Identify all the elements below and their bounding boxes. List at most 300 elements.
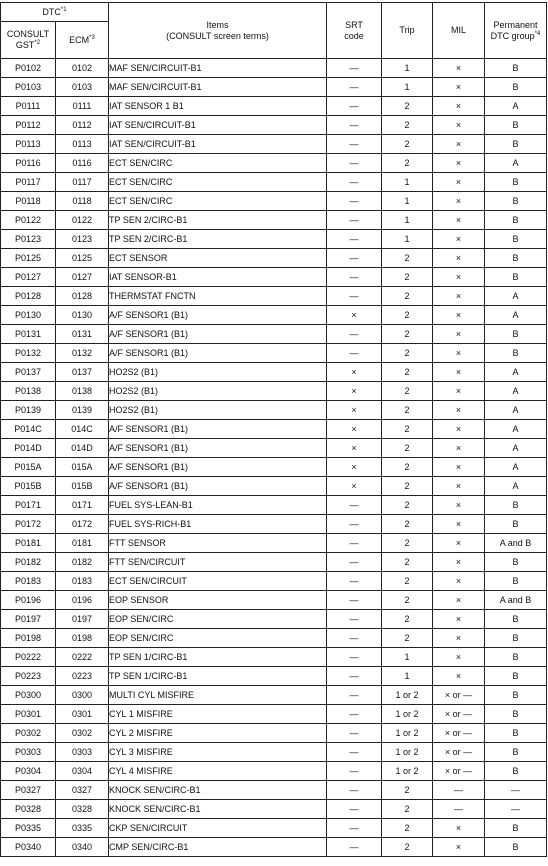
consult-code-cell: P0122 <box>1 211 56 230</box>
srt-cell: — <box>327 762 382 781</box>
ecm-code-cell: 0102 <box>56 59 109 78</box>
trip-cell: 2 <box>382 458 433 477</box>
group-cell: A <box>485 154 547 173</box>
consult-gst-header: CONSULT GST$^{*2}$ <box>1 22 56 59</box>
mil-cell: × <box>433 59 485 78</box>
srt-cell: — <box>327 59 382 78</box>
srt-cell: — <box>327 268 382 287</box>
consult-code-cell: P0139 <box>1 401 56 420</box>
trip-cell: 1 <box>382 78 433 97</box>
item-cell: EOP SEN/CIRC <box>109 629 327 648</box>
ecm-code-cell: 015A <box>56 458 109 477</box>
consult-code-cell: P0171 <box>1 496 56 515</box>
group-cell: A <box>485 439 547 458</box>
consult-code-cell: P0335 <box>1 819 56 838</box>
trip-cell: 2 <box>382 477 433 496</box>
srt-cell: — <box>327 800 382 819</box>
table-row <box>1 629 547 648</box>
consult-code-cell: P014C <box>1 420 56 439</box>
ecm-code-cell: 0103 <box>56 78 109 97</box>
ecm-code-cell: 0139 <box>56 401 109 420</box>
srt-cell: — <box>327 249 382 268</box>
item-cell: ECT SEN/CIRC <box>109 154 327 173</box>
ecm-code-cell: 0132 <box>56 344 109 363</box>
ecm-code-cell: 0118 <box>56 192 109 211</box>
item-cell: TP SEN 2/CIRC-B1 <box>109 211 327 230</box>
group-cell: B <box>485 762 547 781</box>
trip-cell: 2 <box>382 154 433 173</box>
mil-cell: — <box>433 800 485 819</box>
group-cell: B <box>485 192 547 211</box>
item-cell: ECT SEN/CIRCUIT <box>109 572 327 591</box>
group-cell: B <box>485 211 547 230</box>
item-cell: MAF SEN/CIRCUIT-B1 <box>109 59 327 78</box>
dtc-table <box>0 2 547 857</box>
srt-cell: — <box>327 610 382 629</box>
srt-cell: — <box>327 686 382 705</box>
consult-code-cell: P0130 <box>1 306 56 325</box>
ecm-code-cell: 0125 <box>56 249 109 268</box>
table-row <box>1 496 547 515</box>
srt-cell: — <box>327 173 382 192</box>
ecm-code-cell: 0223 <box>56 667 109 686</box>
group-cell: B <box>485 135 547 154</box>
trip-cell: 1 or 2 <box>382 762 433 781</box>
mil-cell: × <box>433 306 485 325</box>
group-cell: A and B <box>485 591 547 610</box>
group-cell: B <box>485 648 547 667</box>
ecm-code-cell: 0123 <box>56 230 109 249</box>
consult-code-cell: P0103 <box>1 78 56 97</box>
consult-code-cell: P0340 <box>1 838 56 857</box>
srt-cell: — <box>327 743 382 762</box>
ecm-code-cell: 0122 <box>56 211 109 230</box>
item-cell: IAT SENSOR-B1 <box>109 268 327 287</box>
trip-cell: 2 <box>382 287 433 306</box>
consult-code-cell: P0222 <box>1 648 56 667</box>
table-row <box>1 59 547 78</box>
group-cell: B <box>485 572 547 591</box>
item-cell: CYL 4 MISFIRE <box>109 762 327 781</box>
trip-cell: 2 <box>382 382 433 401</box>
srt-cell: — <box>327 230 382 249</box>
table-row <box>1 648 547 667</box>
mil-header: MIL <box>433 3 485 59</box>
trip-cell: 1 <box>382 648 433 667</box>
consult-code-cell: P015A <box>1 458 56 477</box>
srt-cell: — <box>327 572 382 591</box>
consult-code-cell: P0116 <box>1 154 56 173</box>
table-row <box>1 211 547 230</box>
srt-cell: × <box>327 439 382 458</box>
group-cell: B <box>485 249 547 268</box>
table-row <box>1 382 547 401</box>
item-cell: FTT SEN/CIRCUIT <box>109 553 327 572</box>
srt-cell: × <box>327 306 382 325</box>
ecm-code-cell: 0327 <box>56 781 109 800</box>
permanent-group-header: Permanent DTC group$^{*4}$ <box>485 3 547 59</box>
table-row <box>1 344 547 363</box>
ecm-code-cell: 0182 <box>56 553 109 572</box>
mil-cell: × <box>433 382 485 401</box>
trip-cell: 2 <box>382 800 433 819</box>
table-row <box>1 420 547 439</box>
group-cell: A <box>485 97 547 116</box>
table-header <box>1 3 547 59</box>
trip-cell: 2 <box>382 496 433 515</box>
mil-cell: × <box>433 458 485 477</box>
mil-cell: × <box>433 534 485 553</box>
item-cell: CKP SEN/CIRCUIT <box>109 819 327 838</box>
ecm-code-cell: 0111 <box>56 97 109 116</box>
table-row <box>1 325 547 344</box>
trip-cell: 2 <box>382 135 433 154</box>
mil-cell: × <box>433 420 485 439</box>
table-row <box>1 705 547 724</box>
mil-cell: × <box>433 610 485 629</box>
trip-cell: 2 <box>382 629 433 648</box>
table-row <box>1 268 547 287</box>
mil-cell: × or — <box>433 686 485 705</box>
item-cell: HO2S2 (B1) <box>109 382 327 401</box>
mil-cell: × <box>433 325 485 344</box>
ecm-code-cell: 0335 <box>56 819 109 838</box>
srt-cell: — <box>327 287 382 306</box>
mil-cell: × <box>433 515 485 534</box>
consult-code-cell: P0102 <box>1 59 56 78</box>
consult-code-cell: P0127 <box>1 268 56 287</box>
mil-cell: × <box>433 363 485 382</box>
group-cell: B <box>485 496 547 515</box>
item-cell: THERMSTAT FNCTN <box>109 287 327 306</box>
trip-cell: 2 <box>382 420 433 439</box>
mil-cell: × <box>433 496 485 515</box>
table-row <box>1 781 547 800</box>
item-cell: IAT SENSOR 1 B1 <box>109 97 327 116</box>
item-cell: A/F SENSOR1 (B1) <box>109 306 327 325</box>
item-cell: FUEL SYS-RICH-B1 <box>109 515 327 534</box>
group-cell: B <box>485 230 547 249</box>
ecm-code-cell: 0128 <box>56 287 109 306</box>
mil-cell: × <box>433 648 485 667</box>
trip-cell: 1 <box>382 59 433 78</box>
mil-cell: × or — <box>433 705 485 724</box>
srt-cell: × <box>327 477 382 496</box>
group-cell: B <box>485 515 547 534</box>
mil-cell: × <box>433 344 485 363</box>
srt-cell: — <box>327 116 382 135</box>
ecm-code-cell: 014C <box>56 420 109 439</box>
trip-cell: 2 <box>382 781 433 800</box>
ecm-code-cell: 0304 <box>56 762 109 781</box>
item-cell: TP SEN 1/CIRC-B1 <box>109 667 327 686</box>
ecm-code-cell: 0303 <box>56 743 109 762</box>
mil-cell: × <box>433 192 485 211</box>
mil-cell: × or — <box>433 743 485 762</box>
table-row <box>1 287 547 306</box>
srt-cell: — <box>327 192 382 211</box>
consult-code-cell: P0197 <box>1 610 56 629</box>
item-cell: MAF SEN/CIRCUIT-B1 <box>109 78 327 97</box>
consult-code-cell: P0111 <box>1 97 56 116</box>
trip-cell: 1 <box>382 667 433 686</box>
ecm-code-cell: 0181 <box>56 534 109 553</box>
table-row <box>1 534 547 553</box>
table-row <box>1 363 547 382</box>
group-cell: A <box>485 401 547 420</box>
srt-cell: — <box>327 515 382 534</box>
item-cell: A/F SENSOR1 (B1) <box>109 439 327 458</box>
item-cell: MULTI CYL MISFIRE <box>109 686 327 705</box>
mil-cell: × <box>433 572 485 591</box>
srt-cell: × <box>327 363 382 382</box>
table-row <box>1 724 547 743</box>
item-cell: KNOCK SEN/CIRC-B1 <box>109 800 327 819</box>
mil-cell: × <box>433 553 485 572</box>
group-cell: B <box>485 686 547 705</box>
group-cell: B <box>485 819 547 838</box>
ecm-code-cell: 0131 <box>56 325 109 344</box>
ecm-code-cell: 0183 <box>56 572 109 591</box>
trip-cell: 1 or 2 <box>382 724 433 743</box>
mil-cell: × <box>433 819 485 838</box>
srt-cell: — <box>327 724 382 743</box>
mil-cell: × <box>433 135 485 154</box>
group-cell: B <box>485 667 547 686</box>
mil-cell: × or — <box>433 762 485 781</box>
srt-cell: — <box>327 135 382 154</box>
consult-code-cell: P0303 <box>1 743 56 762</box>
consult-code-cell: P0138 <box>1 382 56 401</box>
item-cell: EOP SEN/CIRC <box>109 610 327 629</box>
table-row <box>1 553 547 572</box>
srt-cell: — <box>327 667 382 686</box>
ecm-code-cell: 014D <box>56 439 109 458</box>
group-cell: A <box>485 382 547 401</box>
trip-cell: 2 <box>382 325 433 344</box>
item-cell: KNOCK SEN/CIRC-B1 <box>109 781 327 800</box>
trip-cell: 1 or 2 <box>382 686 433 705</box>
mil-cell: × <box>433 78 485 97</box>
item-cell: TP SEN 2/CIRC-B1 <box>109 230 327 249</box>
item-cell: ECT SENSOR <box>109 249 327 268</box>
item-cell: CYL 1 MISFIRE <box>109 705 327 724</box>
group-cell: B <box>485 116 547 135</box>
item-cell: HO2S2 (B1) <box>109 363 327 382</box>
group-cell: A <box>485 306 547 325</box>
ecm-code-cell: 0113 <box>56 135 109 154</box>
mil-cell: × <box>433 591 485 610</box>
trip-cell: 1 <box>382 211 433 230</box>
item-cell: CYL 3 MISFIRE <box>109 743 327 762</box>
ecm-code-cell: 0172 <box>56 515 109 534</box>
item-cell: IAT SEN/CIRCUIT-B1 <box>109 116 327 135</box>
consult-code-cell: P0183 <box>1 572 56 591</box>
srt-header: SRT code <box>327 3 382 59</box>
ecm-code-cell: 0197 <box>56 610 109 629</box>
table-row <box>1 819 547 838</box>
ecm-code-cell: 0116 <box>56 154 109 173</box>
consult-code-cell: P0125 <box>1 249 56 268</box>
table-row <box>1 458 547 477</box>
srt-cell: × <box>327 382 382 401</box>
srt-cell: — <box>327 211 382 230</box>
mil-cell: × <box>433 230 485 249</box>
srt-cell: — <box>327 648 382 667</box>
consult-code-cell: P0117 <box>1 173 56 192</box>
mil-cell: × <box>433 287 485 306</box>
item-cell: A/F SENSOR1 (B1) <box>109 458 327 477</box>
group-cell: B <box>485 78 547 97</box>
srt-cell: — <box>327 705 382 724</box>
trip-cell: 2 <box>382 268 433 287</box>
srt-cell: — <box>327 629 382 648</box>
consult-code-cell: P0137 <box>1 363 56 382</box>
mil-cell: × <box>433 211 485 230</box>
item-cell: ECT SEN/CIRC <box>109 173 327 192</box>
trip-cell: 2 <box>382 401 433 420</box>
consult-code-cell: P0300 <box>1 686 56 705</box>
ecm-code-cell: 0112 <box>56 116 109 135</box>
srt-cell: × <box>327 458 382 477</box>
table-row <box>1 249 547 268</box>
trip-cell: 2 <box>382 249 433 268</box>
table-row <box>1 439 547 458</box>
consult-code-cell: P0328 <box>1 800 56 819</box>
mil-cell: × <box>433 401 485 420</box>
trip-cell: 2 <box>382 439 433 458</box>
trip-cell: 1 <box>382 173 433 192</box>
table-row <box>1 686 547 705</box>
srt-cell: — <box>327 838 382 857</box>
item-cell: TP SEN 1/CIRC-B1 <box>109 648 327 667</box>
trip-cell: 2 <box>382 591 433 610</box>
consult-code-cell: P0118 <box>1 192 56 211</box>
mil-cell: — <box>433 781 485 800</box>
mil-cell: × <box>433 629 485 648</box>
consult-code-cell: P0301 <box>1 705 56 724</box>
trip-cell: 2 <box>382 572 433 591</box>
table-row <box>1 135 547 154</box>
group-cell: B <box>485 553 547 572</box>
trip-cell: 2 <box>382 610 433 629</box>
ecm-code-cell: 0138 <box>56 382 109 401</box>
ecm-code-cell: 0340 <box>56 838 109 857</box>
mil-cell: × <box>433 116 485 135</box>
consult-code-cell: P0113 <box>1 135 56 154</box>
trip-cell: 2 <box>382 819 433 838</box>
trip-cell: 2 <box>382 553 433 572</box>
item-cell: A/F SENSOR1 (B1) <box>109 420 327 439</box>
table-row <box>1 591 547 610</box>
items-header: Items (CONSULT screen terms) <box>109 3 327 59</box>
item-cell: FUEL SYS-LEAN-B1 <box>109 496 327 515</box>
group-cell: B <box>485 325 547 344</box>
group-cell: A <box>485 363 547 382</box>
mil-cell: × <box>433 268 485 287</box>
item-cell: EOP SENSOR <box>109 591 327 610</box>
table-row <box>1 477 547 496</box>
consult-code-cell: P0304 <box>1 762 56 781</box>
mil-cell: × or — <box>433 724 485 743</box>
table-row <box>1 838 547 857</box>
trip-cell: 2 <box>382 515 433 534</box>
consult-code-cell: P0181 <box>1 534 56 553</box>
trip-cell: 2 <box>382 838 433 857</box>
group-cell: — <box>485 781 547 800</box>
table-row <box>1 173 547 192</box>
mil-cell: × <box>433 173 485 192</box>
group-cell: A and B <box>485 534 547 553</box>
mil-cell: × <box>433 154 485 173</box>
table-row <box>1 610 547 629</box>
ecm-code-cell: 0301 <box>56 705 109 724</box>
item-cell: IAT SEN/CIRCUIT-B1 <box>109 135 327 154</box>
srt-cell: — <box>327 344 382 363</box>
item-cell: FTT SENSOR <box>109 534 327 553</box>
srt-cell: — <box>327 78 382 97</box>
ecm-code-cell: 0300 <box>56 686 109 705</box>
ecm-code-cell: 0328 <box>56 800 109 819</box>
trip-cell: 2 <box>382 534 433 553</box>
trip-cell: 2 <box>382 97 433 116</box>
group-cell: — <box>485 800 547 819</box>
group-cell: B <box>485 743 547 762</box>
srt-cell: — <box>327 97 382 116</box>
ecm-header: ECM$^{*3}$ <box>56 22 109 59</box>
group-cell: A <box>485 458 547 477</box>
srt-cell: × <box>327 401 382 420</box>
table-row <box>1 116 547 135</box>
table-row <box>1 572 547 591</box>
table-row <box>1 154 547 173</box>
item-cell: A/F SENSOR1 (B1) <box>109 325 327 344</box>
consult-code-cell: P0223 <box>1 667 56 686</box>
group-cell: B <box>485 838 547 857</box>
table-row <box>1 515 547 534</box>
mil-cell: × <box>433 667 485 686</box>
mil-cell: × <box>433 249 485 268</box>
consult-code-cell: P0128 <box>1 287 56 306</box>
trip-cell: 2 <box>382 344 433 363</box>
item-cell: ECT SEN/CIRC <box>109 192 327 211</box>
ecm-code-cell: 0171 <box>56 496 109 515</box>
consult-code-cell: P015B <box>1 477 56 496</box>
trip-cell: 1 or 2 <box>382 743 433 762</box>
trip-cell: 2 <box>382 363 433 382</box>
ecm-code-cell: 0130 <box>56 306 109 325</box>
ecm-code-cell: 0198 <box>56 629 109 648</box>
dtc-header: DTC$^{*1}$ <box>1 3 109 22</box>
consult-code-cell: P0327 <box>1 781 56 800</box>
trip-cell: 1 or 2 <box>382 705 433 724</box>
item-cell: A/F SENSOR1 (B1) <box>109 477 327 496</box>
group-cell: B <box>485 705 547 724</box>
group-cell: B <box>485 173 547 192</box>
trip-cell: 1 <box>382 230 433 249</box>
table-row <box>1 401 547 420</box>
srt-cell: — <box>327 325 382 344</box>
trip-header: Trip <box>382 3 433 59</box>
table-row <box>1 667 547 686</box>
consult-code-cell: P0182 <box>1 553 56 572</box>
table-row <box>1 97 547 116</box>
consult-code-cell: P0196 <box>1 591 56 610</box>
item-cell: CMP SEN/CIRC-B1 <box>109 838 327 857</box>
srt-cell: — <box>327 591 382 610</box>
table-row <box>1 306 547 325</box>
consult-code-cell: P0132 <box>1 344 56 363</box>
